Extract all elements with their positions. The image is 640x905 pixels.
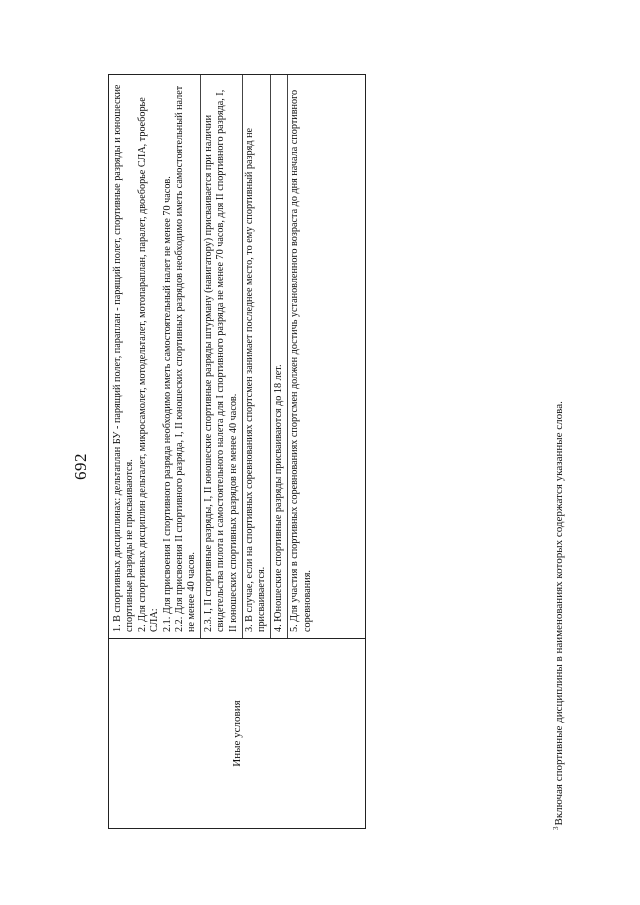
condition-paragraph: 2.2. Для присвоения II спортивного разряда, I, II юношеских спортивных разрядов необходимо иметь самостоятельный налет не менее 40 часов. <box>174 85 198 632</box>
footnote-marker: 3 <box>552 826 560 830</box>
condition-paragraph: 2. Для спортивных дисциплин дельталет, микросамолет, мотодельталет, мотопараплан, паралет, двоеборье СЛА, троеборье СЛА: <box>136 97 161 632</box>
rotated-content <box>40 52 600 852</box>
table-label: Иные условия <box>231 700 243 767</box>
condition-paragraph: 1. В спортивных дисциплинах: дельтаплан БУ - парящий полет, параплан - парящий полет, спортивные разряды и юношеские спортивные разряды не присваиваются. <box>112 84 136 632</box>
condition-paragraph: 5. Для участия в спортивных соревнованиях спортсмен должен достичь установленного возраста до дня начала спортивного соревнования. <box>289 89 313 632</box>
footnote <box>552 401 565 830</box>
row-divider <box>287 75 288 638</box>
condition-paragraph: 4. Юношеские спортивные разряды присваиваются до 18 лет. <box>272 364 284 632</box>
conditions-table <box>108 74 366 829</box>
condition-paragraph: 3. В случае, если на спортивных соревнованиях спортсмен занимает последнее место, то ему спортивный разряд не присваивается. <box>244 127 268 632</box>
row-divider <box>270 75 271 638</box>
page-number: 692 <box>71 453 90 480</box>
condition-paragraph: 2.3. I, II спортивные разряды, I, II юношеские спортивные разряды штурману (навигатору) присваивается при наличии свидетельства пилота и самостоятельного налета для I спортивного разряда не менее 70 часов, для II спортивного разряда, I, II юношеских спортивных разрядов не менее 40 часов. <box>202 89 239 632</box>
row-divider <box>242 75 243 638</box>
condition-paragraph: 2.1. Для присвоения I спортивного разряда необходимо иметь самостоятельный налет не менее 70 часов. <box>161 176 173 632</box>
table-content-cell <box>109 75 365 638</box>
footnote-text: Включая спортивные дисциплины в наименованиях которых содержатся указанные слова. <box>553 401 565 826</box>
table-label-cell <box>109 638 365 828</box>
row-divider <box>200 75 201 638</box>
